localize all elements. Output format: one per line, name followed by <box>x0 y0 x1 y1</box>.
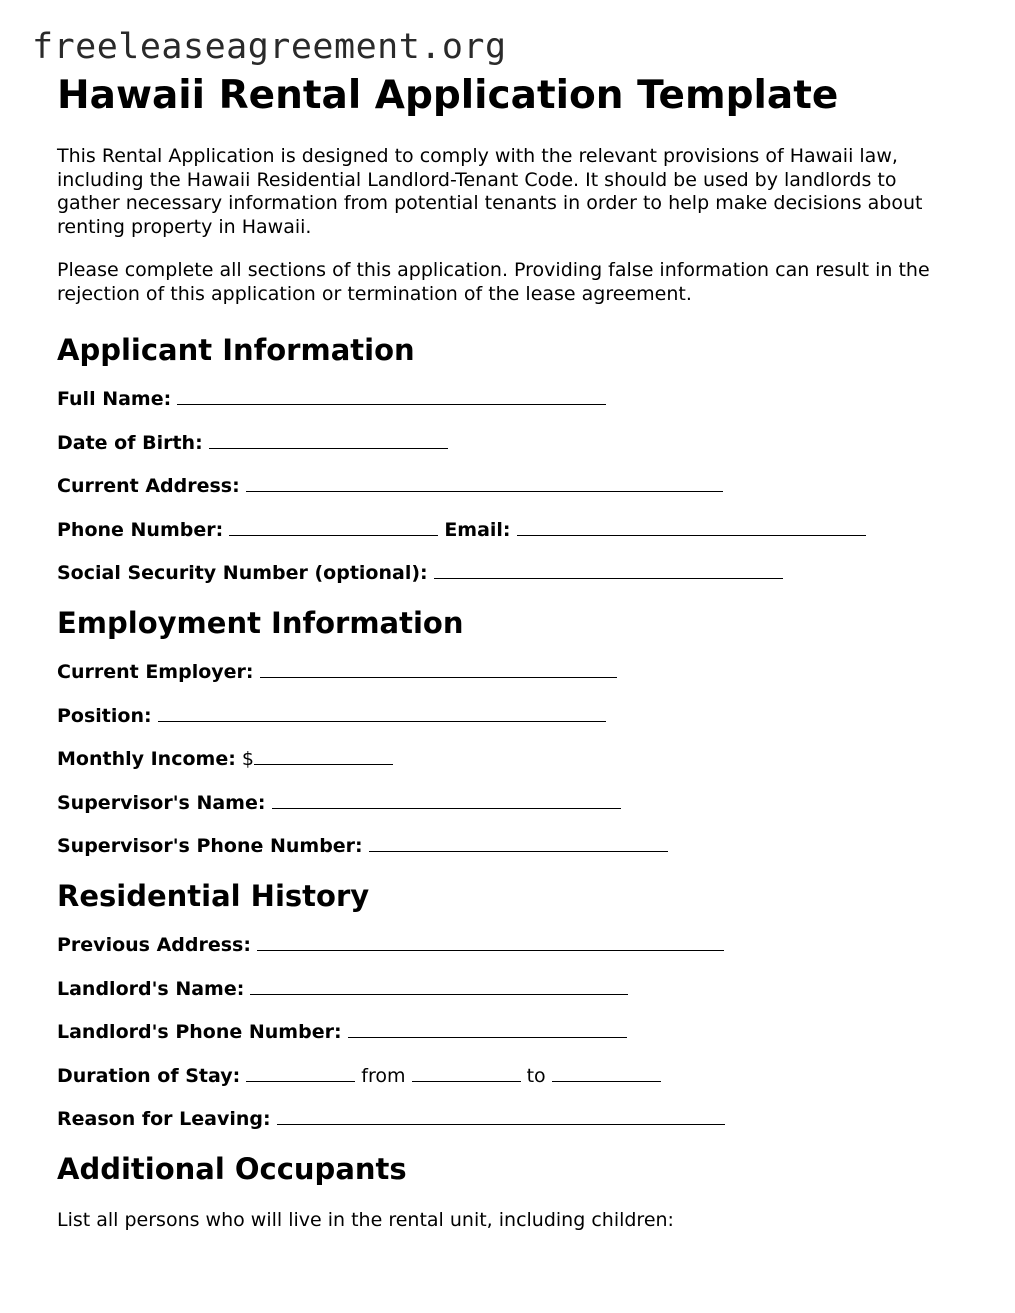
occupants-instruction: List all persons who will live in the rental unit, including children: <box>57 1208 674 1231</box>
supervisor-phone-blank[interactable] <box>369 834 668 852</box>
page-title: Hawaii Rental Application Template <box>57 73 839 118</box>
supervisor-name-blank[interactable] <box>272 791 621 809</box>
landlord-name-label: Landlord's Name: <box>57 977 245 1000</box>
residential-fields <box>57 933 957 1130</box>
field-phone-email <box>57 518 957 541</box>
field-supervisor-name <box>57 791 957 814</box>
section-heading-applicant: Applicant Information <box>57 333 415 367</box>
position-blank[interactable] <box>158 704 606 722</box>
field-monthly-income <box>57 747 957 770</box>
ssn-label: Social Security Number (optional): <box>57 562 428 585</box>
previous-address-blank[interactable] <box>257 933 724 951</box>
to-label: to <box>526 1064 546 1087</box>
reason-for-leaving-label: Reason for Leaving: <box>57 1108 271 1131</box>
field-position <box>57 704 957 727</box>
intro-paragraph-1: This Rental Application is designed to comply with the relevant provisions of Hawaii law, including the Hawaii Residential Landlord-Tenant Code. It should be used by landlords to gather necessary information from potential tenants in order to help make decisions about renting property in Hawaii. <box>57 145 923 238</box>
email-label: Email: <box>444 518 511 541</box>
landlord-phone-label: Landlord's Phone Number: <box>57 1021 342 1044</box>
phone-number-label: Phone Number: <box>57 518 224 541</box>
duration-label: Duration of Stay: <box>57 1064 241 1087</box>
currency-symbol: $ <box>241 748 254 771</box>
field-reason-for-leaving <box>57 1107 957 1130</box>
from-label: from <box>361 1064 406 1087</box>
monthly-income-label: Monthly Income: <box>57 748 236 771</box>
date-of-birth-blank[interactable] <box>209 431 448 449</box>
email-blank[interactable] <box>517 518 866 536</box>
reason-for-leaving-blank[interactable] <box>277 1107 725 1125</box>
section-heading-occupants: Additional Occupants <box>57 1151 407 1186</box>
intro-paragraph-2: Please complete all sections of this application. Providing false information can result in the rejection of this application or termination of the lease agreement. <box>57 259 930 305</box>
current-employer-label: Current Employer: <box>57 660 254 683</box>
from-date-blank[interactable] <box>412 1064 521 1082</box>
phone-number-blank[interactable] <box>229 518 438 536</box>
field-supervisor-phone <box>57 834 957 857</box>
field-landlord-phone <box>57 1020 957 1043</box>
duration-blank[interactable] <box>246 1064 355 1082</box>
position-label: Position: <box>57 704 152 727</box>
field-previous-address <box>57 933 957 956</box>
field-full-name <box>57 387 957 410</box>
supervisor-phone-label: Supervisor's Phone Number: <box>57 835 363 858</box>
section-heading-residential: Residential History <box>57 878 370 913</box>
supervisor-name-label: Supervisor's Name: <box>57 791 266 814</box>
field-ssn <box>57 561 957 584</box>
current-address-label: Current Address: <box>57 475 240 498</box>
field-duration-of-stay <box>57 1064 957 1087</box>
landlord-phone-blank[interactable] <box>348 1020 627 1038</box>
full-name-blank[interactable] <box>177 387 606 405</box>
employment-fields <box>57 660 957 857</box>
monthly-income-blank[interactable] <box>254 747 393 765</box>
site-watermark: freeleaseagreement.org <box>32 27 507 67</box>
ssn-blank[interactable] <box>434 561 783 579</box>
current-employer-blank[interactable] <box>260 660 617 678</box>
field-current-address <box>57 474 957 497</box>
applicant-fields <box>57 387 957 584</box>
section-heading-employment: Employment Information <box>57 605 464 640</box>
current-address-blank[interactable] <box>246 474 723 492</box>
landlord-name-blank[interactable] <box>250 977 628 995</box>
to-date-blank[interactable] <box>552 1064 661 1082</box>
date-of-birth-label: Date of Birth: <box>57 431 203 454</box>
field-date-of-birth <box>57 431 957 454</box>
previous-address-label: Previous Address: <box>57 933 251 956</box>
field-current-employer <box>57 660 957 683</box>
full-name-label: Full Name: <box>57 388 172 410</box>
field-landlord-name <box>57 977 957 1000</box>
document-page <box>57 72 957 1232</box>
